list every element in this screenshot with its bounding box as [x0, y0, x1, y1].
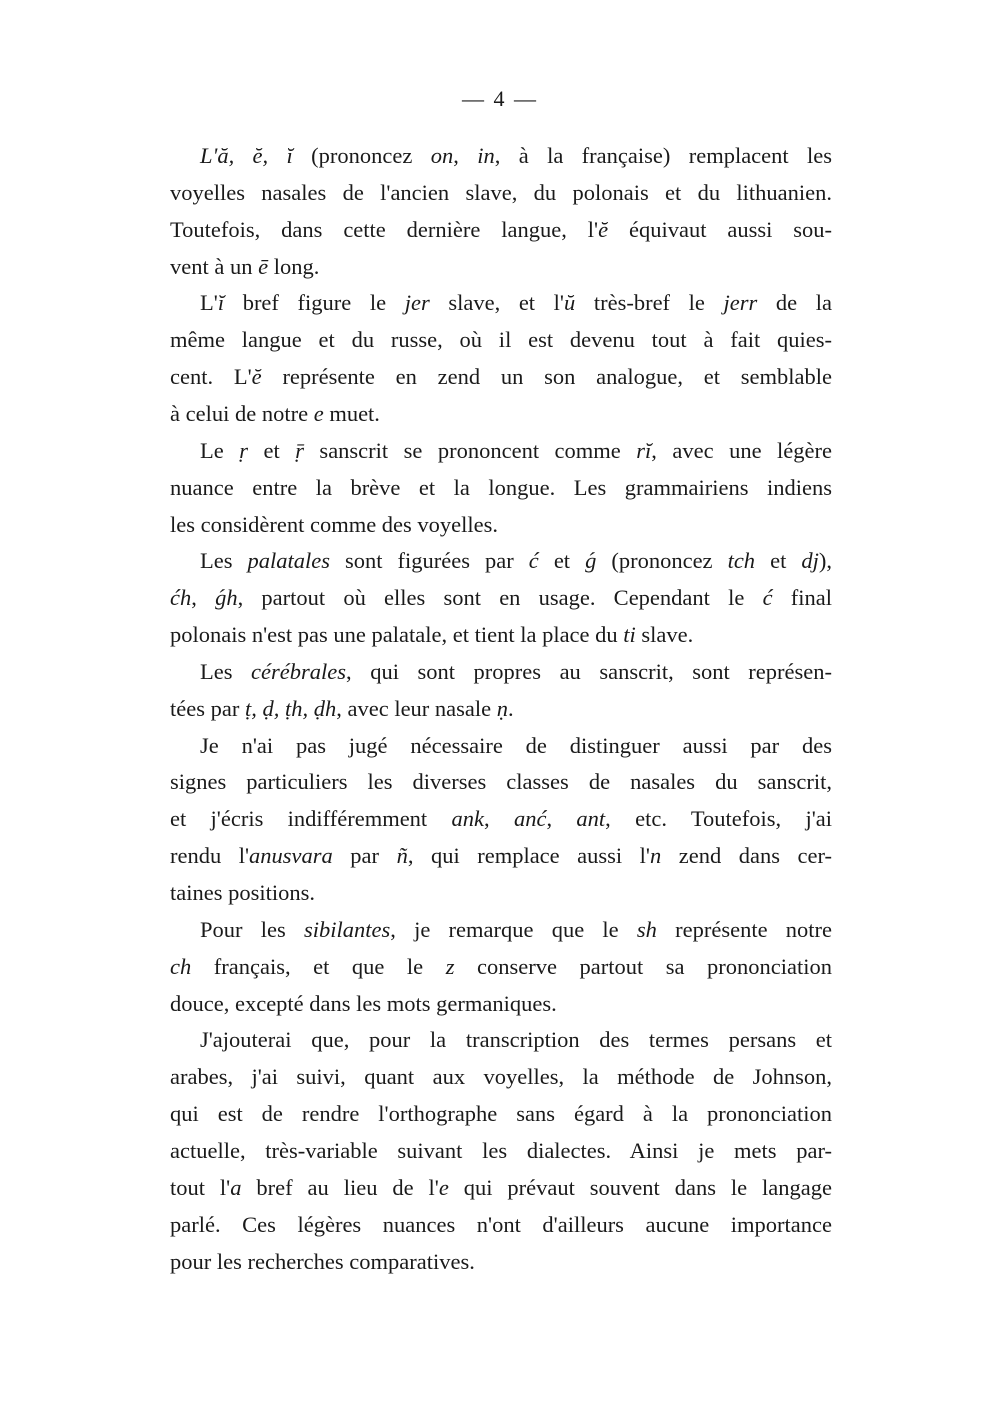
text-line: [170, 579, 832, 616]
text-segment: pour les recherches comparatives.: [170, 1248, 475, 1274]
italic-text: anusvara: [249, 843, 333, 869]
text-line: [200, 432, 832, 469]
text-line: [200, 653, 832, 690]
text-segment: , partout où elles sont en usage. Cependant le: [237, 585, 763, 611]
text-segment: rendu l': [170, 843, 250, 869]
italic-text: rĭ: [636, 437, 652, 463]
italic-text: ṝ: [295, 437, 304, 463]
text-segment: , à la française) remplacent les: [494, 143, 833, 168]
text-segment: signes particuliers les diverses classes de nasales du sanscrit,: [170, 769, 832, 795]
text-line: [200, 542, 832, 579]
text-line: [170, 690, 832, 727]
text-segment: nuance entre la brève et la longue. Les grammairiens indiens: [170, 474, 832, 500]
text-segment: bref figure le: [224, 290, 405, 316]
text-line: [170, 395, 832, 432]
text-line: [170, 985, 832, 1022]
italic-text: cérébrales: [251, 658, 347, 684]
text-line: [200, 137, 832, 174]
text-segment: Pour les: [200, 916, 304, 942]
text-line: [200, 911, 832, 948]
text-segment: arabes, j'ai suivi, quant aux voyelles, la méthode de Johnson,: [170, 1064, 832, 1090]
italic-text: ṭ, ḍ, ṭh, ḍh: [244, 695, 337, 721]
text-line: [200, 1021, 832, 1058]
italic-text: ñ: [396, 843, 408, 869]
text-segment: par: [332, 843, 397, 869]
italic-text: palatales: [247, 548, 331, 574]
italic-text: ć: [528, 548, 539, 574]
italic-text: on: [430, 143, 454, 168]
text-segment: représente notre: [656, 916, 833, 942]
italic-text: ǵ: [585, 548, 597, 574]
italic-text: dj: [801, 548, 819, 574]
text-line: [200, 727, 832, 764]
italic-text: ṇ: [496, 695, 509, 721]
italic-text: z: [445, 953, 455, 979]
italic-text: ank: [451, 806, 484, 832]
text-segment: et j'écris indifféremment: [170, 806, 452, 832]
text-segment: équivaut aussi sou-: [608, 216, 832, 242]
text-segment: représente en zend un son analogue, et semblable: [261, 364, 832, 390]
text-line: [170, 174, 832, 211]
text-segment: zend dans cer-: [661, 843, 832, 869]
text-segment: ,: [191, 585, 216, 611]
italic-text: n: [649, 843, 662, 869]
italic-text: L'ă, ĕ, ĭ: [200, 143, 293, 168]
text-line: [170, 1206, 832, 1243]
text-segment: J'ajouterai que, pour la transcription des termes persans et: [200, 1027, 832, 1053]
text-segment: même langue et du russe, où il est devenu tout à fait quies-: [170, 327, 832, 353]
text-segment: vent à un: [170, 253, 259, 279]
text-segment: Toutefois, dans cette dernière langue, l': [170, 216, 599, 242]
text-segment: ,: [546, 806, 577, 832]
text-segment: à celui de notre: [170, 400, 314, 426]
text-segment: très-bref le: [575, 290, 724, 316]
italic-text: ĭ: [217, 290, 225, 316]
italic-text: ṛ: [239, 437, 248, 463]
text-segment: et: [247, 437, 296, 463]
text-segment: les considèrent comme des voyelles.: [170, 511, 499, 537]
italic-text: ĕ: [598, 216, 609, 242]
text-line: [170, 1243, 832, 1280]
text-segment: ),: [818, 548, 832, 574]
italic-text: in: [477, 143, 495, 168]
italic-text: ĕ: [251, 364, 262, 390]
text-segment: Les: [200, 658, 252, 684]
text-segment: et: [755, 548, 802, 574]
text-segment: actuelle, très-variable suivant les dialectes. Ainsi je mets par-: [170, 1137, 832, 1163]
text-segment: français, et que le: [191, 953, 446, 979]
text-line: [200, 284, 832, 321]
text-segment: Les: [200, 548, 248, 574]
text-segment: parlé. Ces légères nuances n'ont d'ailleurs aucune importance: [170, 1211, 832, 1237]
text-segment: slave, et l': [429, 290, 564, 316]
text-segment: taines positions.: [170, 880, 315, 905]
text-segment: de la: [757, 290, 832, 316]
italic-text: sibilantes: [303, 916, 391, 942]
text-line: [170, 321, 832, 358]
text-segment: ,: [453, 143, 478, 168]
text-segment: sanscrit se prononcent comme: [303, 437, 637, 463]
page-number: — 4 —: [462, 86, 538, 111]
text-line: [170, 1169, 832, 1206]
text-line: [170, 358, 832, 395]
text-segment: Le: [200, 437, 240, 463]
text-line: [170, 837, 832, 874]
text-segment: conserve partout sa prononciation: [454, 953, 832, 979]
italic-text: anć: [513, 806, 547, 832]
text-segment: cent. L': [170, 364, 252, 390]
text-segment: , avec leur nasale: [336, 695, 497, 721]
text-segment: , qui sont propres au sanscrit, sont représen-: [346, 658, 832, 684]
text-segment: tées par: [170, 695, 245, 721]
italic-text: ti: [623, 622, 636, 648]
text-line: [170, 211, 832, 248]
italic-text: ch: [170, 953, 192, 979]
italic-text: ǵh: [215, 585, 238, 611]
italic-text: ć: [762, 585, 773, 611]
text-line: [170, 469, 832, 506]
text-segment: voyelles nasales de l'ancien slave, du polonais et du lithuanien.: [170, 179, 832, 205]
text-segment: final: [772, 585, 832, 611]
text-segment: douce, excepté dans les mots germaniques.: [170, 990, 557, 1016]
italic-text: e: [313, 400, 324, 426]
text-segment: slave.: [635, 622, 694, 648]
text-segment: et: [538, 548, 586, 574]
text-segment: polonais n'est pas une palatale, et tient la place du: [170, 622, 624, 648]
text-segment: (prononcez: [596, 548, 728, 574]
text-segment: bref au lieu de l': [241, 1174, 439, 1200]
text-segment: (prononcez: [292, 143, 431, 168]
text-line: [170, 1095, 832, 1132]
text-segment: , je remarque que le: [390, 916, 637, 942]
text-segment: sont figurées par: [330, 548, 529, 574]
text-segment: , avec une légère: [651, 437, 832, 463]
italic-text: ćh: [170, 585, 192, 611]
italic-text: a: [230, 1174, 242, 1200]
text-segment: muet.: [323, 400, 380, 426]
italic-text: tch: [727, 548, 756, 574]
text-segment: ,: [484, 806, 514, 832]
italic-text: sh: [636, 916, 657, 942]
text-line: [170, 763, 832, 800]
text-segment: , qui remplace aussi l': [407, 843, 650, 869]
text-line: [170, 506, 832, 543]
text-line: [170, 1058, 832, 1095]
text-segment: qui prévaut souvent dans le langage: [448, 1174, 832, 1200]
italic-text: ant: [576, 806, 606, 832]
text-line: [170, 800, 832, 837]
text-line: [170, 248, 832, 285]
italic-text: e: [438, 1174, 449, 1200]
text-segment: tout l': [170, 1174, 231, 1200]
italic-text: jer: [404, 290, 430, 316]
text-line: [170, 1132, 832, 1169]
text-segment: .: [508, 695, 514, 721]
text-line: [170, 948, 832, 985]
italic-text: jerr: [723, 290, 758, 316]
text-line: [170, 616, 832, 653]
italic-text: ē: [258, 253, 269, 279]
text-line: [170, 874, 832, 911]
text-segment: L': [200, 290, 218, 316]
text-segment: qui est de rendre l'orthographe sans égard à la prononciation: [170, 1101, 832, 1127]
text-segment: , etc. Toutefois, j'ai: [605, 806, 833, 832]
italic-text: ŭ: [563, 290, 576, 316]
text-segment: Je n'ai pas jugé nécessaire de distinguer aussi par des: [200, 732, 832, 758]
text-segment: long.: [268, 253, 320, 279]
